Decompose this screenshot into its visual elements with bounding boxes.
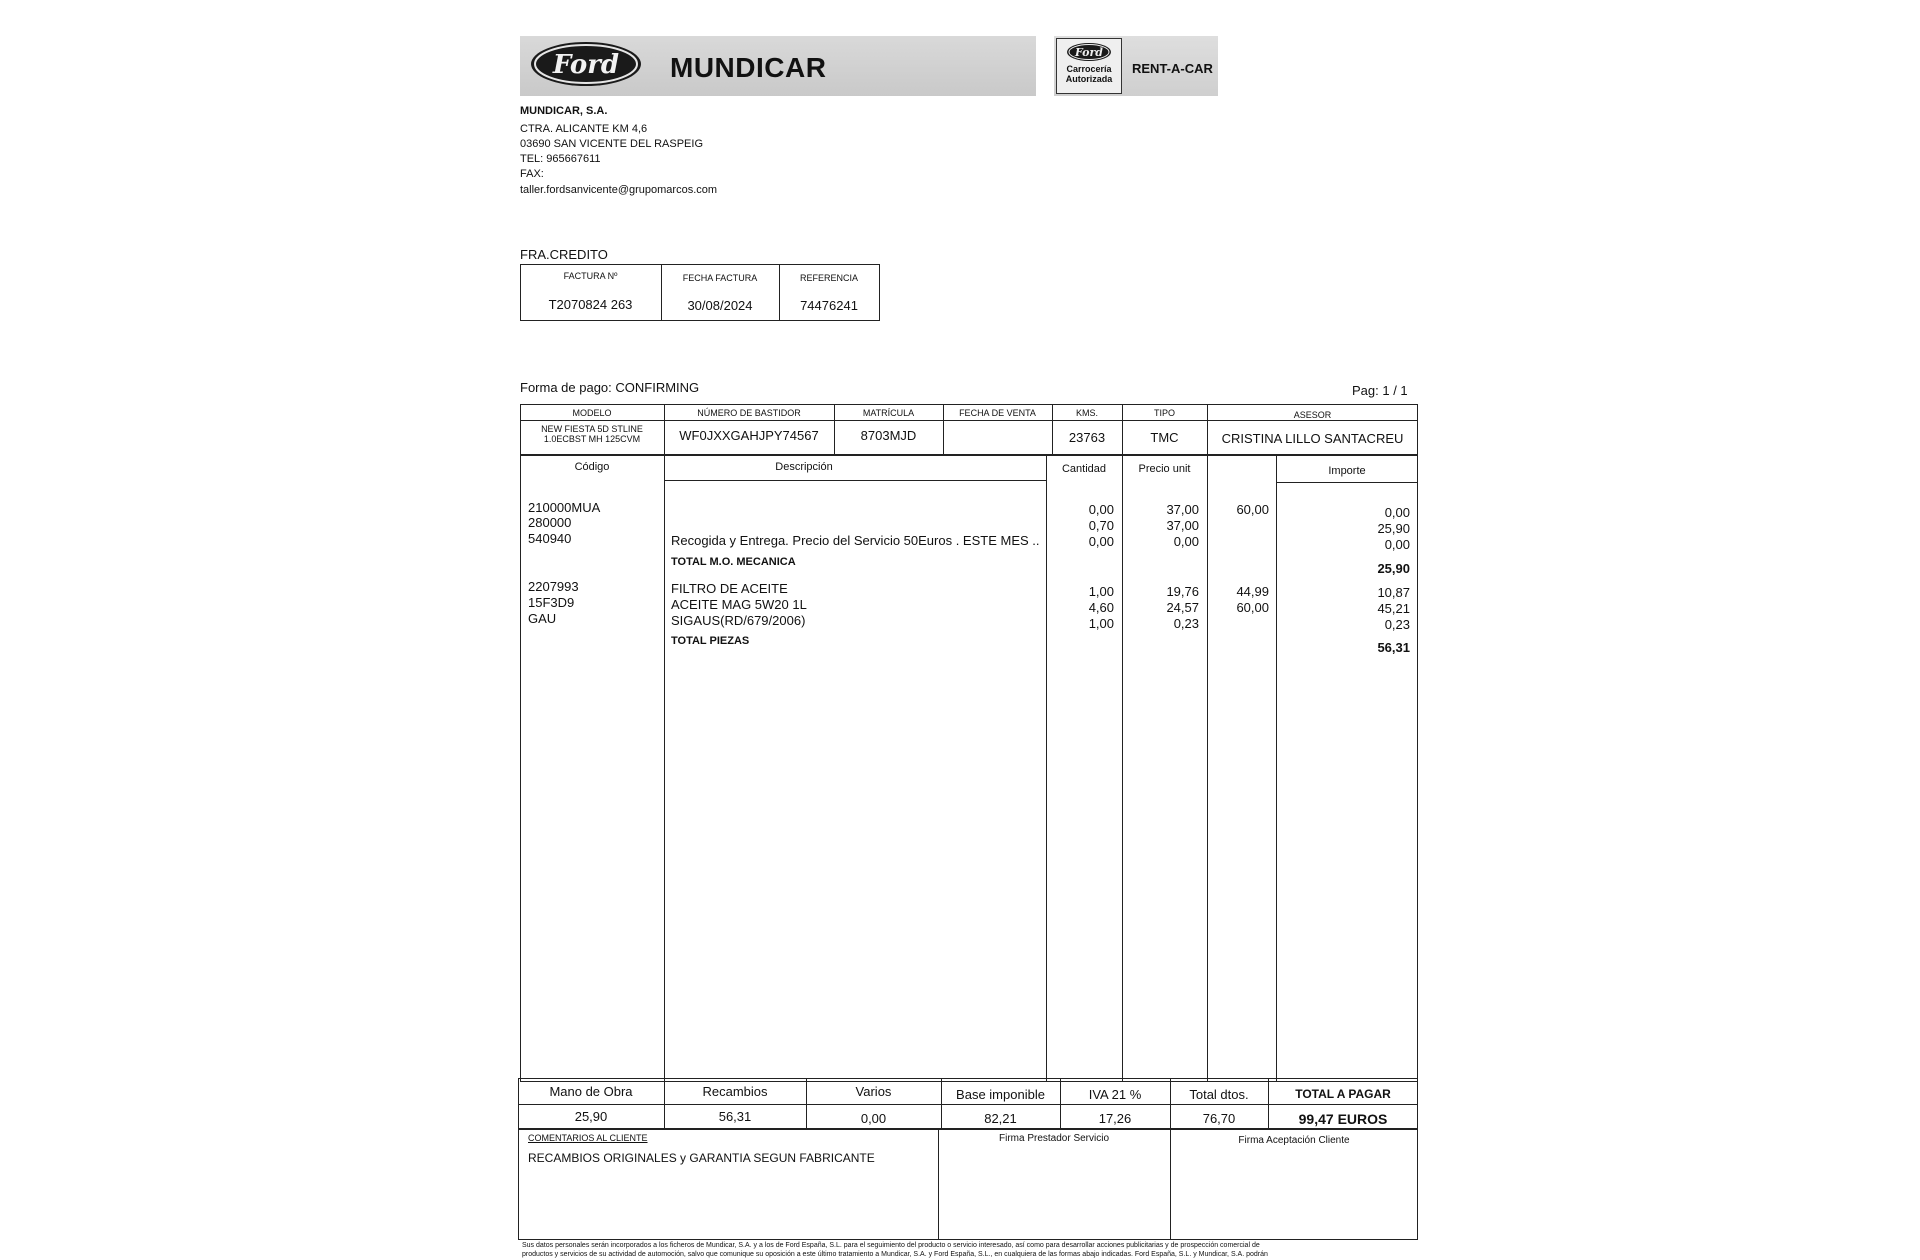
bastidor-header: NÚMERO DE BASTIDOR — [697, 408, 801, 418]
modelo-value — [520, 424, 664, 444]
invoice-number-header: FACTURA Nº — [563, 271, 618, 281]
divider — [518, 1104, 1418, 1105]
line-description: SIGAUS(RD/679/2006) — [671, 613, 806, 628]
line-qty: 0,00 — [1088, 534, 1114, 549]
recambios-header: Recambios — [702, 1084, 768, 1099]
cantidad-header: Cantidad — [1061, 463, 1107, 475]
divider — [664, 454, 665, 1082]
line-amount: 45,21 — [1377, 601, 1410, 616]
tipo-header: TIPO — [1153, 408, 1175, 418]
carroceria-badge — [1056, 38, 1122, 94]
invoice-date: 30/08/2024 — [687, 298, 753, 313]
parts-total-amount: 56,31 — [1377, 640, 1410, 655]
divider — [520, 420, 1418, 421]
line-amount: 0,23 — [1384, 617, 1410, 632]
invoice-number: T2070824 263 — [548, 297, 633, 312]
line-code: 280000 — [528, 515, 572, 530]
company-address-2: 03690 SAN VICENTE DEL RASPEIG — [520, 138, 703, 150]
invoice-ref-header: REFERENCIA — [799, 273, 858, 283]
line-description: FILTRO DE ACEITE — [671, 581, 788, 596]
line-qty: 1,00 — [1088, 616, 1114, 631]
line-price: 37,00 — [1166, 502, 1199, 517]
line-qty: 1,00 — [1088, 584, 1114, 599]
asesor-header: ASESOR — [1293, 410, 1332, 420]
parts-total-label: TOTAL PIEZAS — [671, 635, 750, 647]
importe-header: Importe — [1328, 465, 1366, 477]
line-qty: 0,70 — [1088, 518, 1114, 533]
line-amount: 10,87 — [1377, 585, 1410, 600]
invoice-ref: 74476241 — [800, 298, 858, 313]
mano-obra-header: Mano de Obra — [549, 1084, 633, 1099]
tipo-value: TMC — [1150, 430, 1179, 445]
modelo-line-1: NEW FIESTA 5D STLINE — [541, 424, 643, 434]
recambios-value: 56,31 — [718, 1109, 752, 1124]
payment-method: Forma de pago: CONFIRMING — [520, 380, 700, 395]
labour-total-label: TOTAL M.O. MECANICA — [671, 556, 796, 568]
asesor-value: CRISTINA LILLO SANTACREU — [1221, 431, 1404, 446]
divider — [1276, 482, 1418, 483]
kms-value: 23763 — [1068, 430, 1106, 445]
svg-text:Ford: Ford — [552, 50, 620, 80]
total-dtos-value: 76,70 — [1202, 1111, 1236, 1126]
total-dtos-header: Total dtos. — [1189, 1087, 1249, 1102]
line-price: 19,76 — [1166, 584, 1199, 599]
line-price: 37,00 — [1166, 518, 1199, 533]
line-qty: 4,60 — [1088, 600, 1114, 615]
line-price: 24,57 — [1166, 600, 1199, 615]
invoice-type: FRA.CREDITO — [520, 247, 608, 262]
line-amount: 25,90 — [1377, 521, 1410, 536]
divider — [1207, 454, 1208, 1082]
line-discount: 60,00 — [1236, 600, 1269, 615]
iva-value: 17,26 — [1098, 1111, 1132, 1126]
mano-obra-value: 25,90 — [574, 1109, 608, 1124]
line-qty: 0,00 — [1088, 502, 1114, 517]
iva-header: IVA 21 % — [1088, 1087, 1142, 1102]
varios-header: Varios — [855, 1084, 892, 1099]
precio-header: Precio unit — [1138, 463, 1191, 475]
line-discount: 60,00 — [1236, 502, 1269, 517]
modelo-line-2: 1.0ECBST MH 125CVM — [543, 434, 641, 444]
fecha-venta-header: FECHA DE VENTA — [959, 408, 1036, 418]
svg-text:Ford: Ford — [1074, 46, 1104, 59]
invoice-date-header: FECHA FACTURA — [682, 273, 758, 283]
total-pagar-value: 99,47 EUROS — [1298, 1111, 1388, 1127]
varios-value: 0,00 — [860, 1111, 887, 1126]
divider — [938, 1128, 939, 1240]
line-code: GAU — [528, 611, 557, 626]
ford-small-logo — [1066, 42, 1112, 62]
base-imponible-header: Base imponible — [956, 1087, 1045, 1102]
page-number: Pag: 1 / 1 — [1352, 383, 1408, 398]
matricula-value: 8703MJD — [860, 428, 917, 443]
company-address-1: CTRA. ALICANTE KM 4,6 — [520, 123, 648, 135]
legal-line-1: Sus datos personales serán incorporados a los ficheros de Mundicar, S.A. y a los de Ford España, S.L. para el seguimiento del producto o servicio interesado, así como para desarrollar acciones publicitarias y de prospección comercial de — [522, 1242, 1260, 1249]
company-name: MUNDICAR, S.A. — [520, 105, 608, 117]
line-amount: 0,00 — [1384, 537, 1410, 552]
line-code: 210000MUA — [528, 500, 601, 515]
labour-total-amount: 25,90 — [1377, 561, 1410, 576]
comments-label: COMENTARIOS AL CLIENTE — [528, 1133, 648, 1143]
ford-logo — [529, 40, 643, 88]
line-price: 0,23 — [1173, 616, 1199, 631]
kms-header: KMS. — [1075, 408, 1098, 418]
badge-line-1: Carrocería — [1066, 64, 1112, 74]
line-price: 0,00 — [1173, 534, 1199, 549]
matricula-header: MATRÍCULA — [862, 408, 915, 418]
line-description: ACEITE MAG 5W20 1L — [671, 597, 807, 612]
badge-line-2: Autorizada — [1065, 74, 1113, 84]
codigo-header: Código — [574, 461, 610, 473]
company-tel: TEL: 965667611 — [520, 153, 601, 165]
company-email: taller.fordsanvicente@grupomarcos.com — [520, 184, 718, 196]
base-imponible-value: 82,21 — [984, 1111, 1017, 1126]
line-code: 2207993 — [528, 579, 579, 594]
descripcion-header: Descripción — [775, 461, 833, 473]
comments-text: RECAMBIOS ORIGINALES y GARANTIA SEGUN FABRICANTE — [528, 1151, 875, 1165]
modelo-header: MODELO — [572, 408, 612, 418]
legal-line-2: productos y servicios de su actividad de automoción, salvo que comunique su oposición a este último tratamiento a Mundicar, S.A. y Ford España, S.L., en cualquiera de las formas abajo indicadas. Ford España, S.L. y Mundicar, S.A. podrán — [522, 1251, 1268, 1258]
bastidor-value: WF0JXXGAHJPY74567 — [679, 428, 819, 443]
company-fax: FAX: — [520, 168, 544, 180]
line-discount: 44,99 — [1236, 584, 1269, 599]
legal-footer — [522, 1241, 1268, 1259]
brand-name: MUNDICAR — [670, 52, 827, 83]
firma-prestador-label: Firma Prestador Servicio — [998, 1133, 1110, 1144]
total-pagar-header: TOTAL A PAGAR — [1295, 1087, 1391, 1101]
line-amount: 0,00 — [1384, 505, 1410, 520]
line-description: Recogida y Entrega. Precio del Servicio 50Euros . ESTE MES .. — [671, 533, 1040, 548]
divider — [664, 480, 1046, 481]
firma-cliente-label: Firma Aceptación Cliente — [1238, 1135, 1350, 1146]
line-code: 15F3D9 — [528, 595, 575, 610]
line-code: 540940 — [528, 531, 572, 546]
rent-a-car-label: RENT-A-CAR — [1132, 61, 1213, 76]
